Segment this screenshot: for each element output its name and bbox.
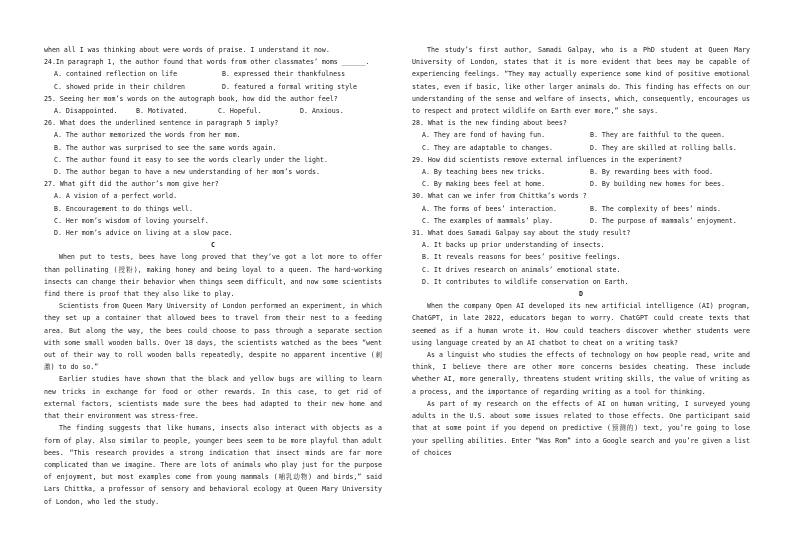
q29-option-d: D. By building new homes for bees. [590, 180, 725, 189]
q28-option-c: C. They are adaptable to changes. [422, 143, 554, 152]
q29-option-a: A. By teaching bees new tricks. [422, 168, 546, 177]
q25-option-c: C. Hopeful. [218, 107, 262, 116]
carryover-line: when all I was thinking about were words of praise. I understand it now. [44, 46, 330, 54]
q26-option-c: C. The author found it easy to see the words clearly under the light. [54, 155, 328, 164]
q27-option-a: A. A vision of a perfect world. [54, 192, 178, 201]
q25-option-a: A. Disappointed. [54, 107, 118, 116]
q26-option-b: B. The author was surprised to see the same words again. [54, 143, 277, 152]
q26-option-d: D. The author began to have a new understanding of her mom’s words. [54, 168, 320, 177]
question-27 [44, 178, 382, 239]
q24-option-c: C. showed pride in their children [54, 82, 186, 91]
q30-option-a: A. The forms of bees’ interaction. [422, 204, 557, 213]
question-26 [44, 117, 382, 178]
question-25-stem: 25. Seeing her mom’s words on the autograph book, how did the author feel? [44, 94, 338, 103]
passage-d-paragraph-3: As part of my research on the effects of AI on human writing, I surveyed young adults in the U.S. about some issues related to those effects. One participant said that at some point if you depend on predictive (预测的) text, you’re going to lose your spelling abilities. Enter “Was Rom” into a Google search and you’re given a list of choices [412, 399, 750, 457]
section-d-heading: D [579, 290, 583, 299]
q27-option-c: C. Her mom’s wisdom of loving yourself. [54, 216, 209, 225]
passage-c-paragraph-2: Scientists from Queen Mary University of London performed an experiment, in which they set up a container that allowed bees to travel from their nest to a feeding area. But along the way, the bees could choose to pass through a separate section with some small wooden balls. Over 18 days, the scientists watched as the bees “went out of their way to roll wooden balls repeatedly, despite no apparent incentive (刺激) to do so.” [44, 302, 382, 372]
q27-option-b: B. Encouragement to do things well. [54, 204, 193, 213]
question-24-stem: 24.In paragraph 1, the author found that words from other classmates’ moms ______. [44, 58, 370, 67]
passage-d-paragraph-2: As a linguist who studies the effects of technology on how people read, write and think, I believe there are other more concerns besides cheating. These include whether AI, more generally, threatens student writing skills, the value of writing as a process, and the importance of regarding writing as a tool for thinking. [412, 351, 750, 396]
question-30-stem: 30. What can we infer from Chittka’s words ? [412, 192, 587, 201]
passage-c-paragraph-5: The study’s first author, Samadi Galpay, who is a PhD student at Queen Mary University of London, states that it is more evident that bees may be capable of experiencing feelings. “They may actually experience some kind of positive emotional states, even if basic, like other larger animals do. This finding has effects on our understanding of the sense and welfare of insects, which, consequently, encourages us to respect and protect wildlife on Earth ever more,” she says. [412, 46, 750, 116]
q25-option-d: D. Anxious. [300, 107, 344, 116]
question-26-stem: 26. What does the underlined sentence in paragraph 5 imply? [44, 119, 279, 128]
q29-option-c: C. By making bees feel at home. [422, 180, 546, 189]
q31-option-a: A. It backs up prior understanding of insects. [422, 241, 605, 250]
question-28-stem: 28. What is the new finding about bees? [412, 119, 567, 128]
right-column [412, 44, 750, 459]
q27-option-d: D. Her mom’s advice on living at a slow pace. [54, 229, 233, 238]
q24-option-d: D. featured a formal writing style [222, 82, 357, 91]
q25-option-b: B. Motivated. [136, 107, 188, 116]
question-29-stem: 29. How did scientists remove external influences in the experiment? [412, 155, 682, 164]
passage-c-paragraph-4: The finding suggests that like humans, insects also interact with objects as a form of play. Also similar to people, younger bees seem to be more playful than adult bees. “This research provides a strong indication that insect minds are far more complicated than we imagine. There are lots of animals who play just for the purpose of enjoyment, but most examples come from young mammals (哺乳动物) and birds,” said Lars Chittka, a professor of sensory and behavioral ecology at Queen Mary University of London, who led the study. [44, 424, 382, 506]
question-24 [44, 56, 382, 93]
question-31-stem: 31. What does Samadi Galpay say about the study result? [412, 229, 631, 238]
q28-option-a: A. They are fond of having fun. [422, 131, 546, 140]
q26-option-a: A. The author memorized the words from her mom. [54, 131, 241, 140]
q29-option-b: B. By rewarding bees with food. [590, 168, 714, 177]
question-31 [412, 227, 750, 288]
q31-option-b: B. It reveals reasons for bees’ positive feelings. [422, 253, 621, 262]
q24-option-a: A. contained reflection on life [54, 70, 178, 79]
passage-d-paragraph-1: When the company Open AI developed its new artificial intelligence (AI) program, ChatGPT, in late 2022, educators began to worry. ChatGPT could create texts that seemed as if a human wrote it. How could teachers discover whether students were using language created by an AI chatbot to cheat on a writing task? [412, 302, 750, 347]
q28-option-b: B. They are faithful to the queen. [590, 131, 725, 140]
question-25 [44, 93, 382, 117]
passage-c-paragraph-1: When put to tests, bees have long proved that they’ve got a lot more to offer than pollinating (授粉), making honey and being loyal to a queen. The hard-working insects can change their behavior when things seem difficult, and now some scientists find there is proof that they also like to play. [44, 253, 382, 299]
q28-option-d: D. They are skilled at rolling balls. [590, 143, 737, 152]
question-30 [412, 190, 750, 227]
q30-option-d: D. The purpose of mammals’ enjoyment. [590, 216, 737, 225]
question-29 [412, 154, 750, 191]
q31-option-c: C. It drives research on animals’ emotional state. [422, 265, 621, 274]
q30-option-c: C. The examples of mammals’ play. [422, 216, 554, 225]
q30-option-b: B. The complexity of bees’ minds. [590, 204, 722, 213]
q31-option-d: D. It contributes to wildlife conservation on Earth. [422, 277, 629, 286]
q24-option-b: B. expressed their thankfulness [222, 70, 346, 79]
question-27-stem: 27. What gift did the author’s mom give her? [44, 180, 219, 189]
passage-c-paragraph-3: Earlier studies have shown that the black and yellow bugs are willing to learn new tricks in exchange for food or other rewards. In this case, to get rid of external factors, scientists made sure the bees had adapted to their new home and that their environment was stress-free. [44, 375, 382, 421]
section-c-heading: C [211, 241, 215, 250]
left-column [44, 44, 382, 508]
question-28 [412, 117, 750, 154]
